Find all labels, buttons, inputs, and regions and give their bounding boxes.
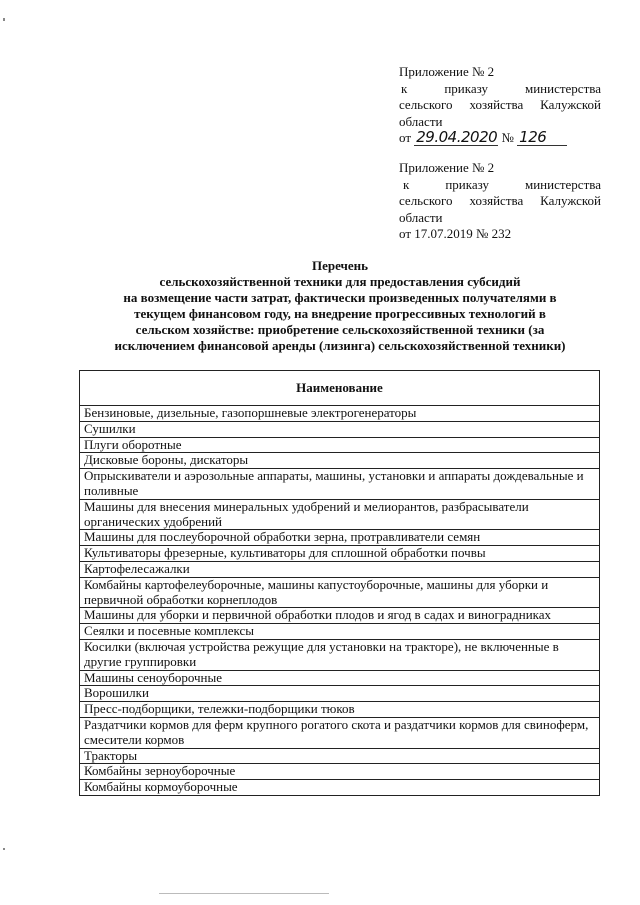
annex-current-title: Приложение № 2	[399, 64, 495, 79]
scan-line-bottom	[159, 893, 329, 894]
number-label: №	[501, 130, 514, 145]
annex-current-line1: к приказу министерства	[401, 80, 601, 96]
heading-line-1: Перечень	[311, 258, 369, 273]
table-row	[80, 469, 600, 500]
annex-current-line3: области	[399, 113, 443, 129]
heading-line-5: сельском хозяйстве: приобретение сельскохозяйственной техники (за	[135, 322, 545, 337]
annex-previous	[399, 160, 601, 243]
table-row	[80, 702, 600, 718]
table-row	[80, 499, 600, 530]
document-heading	[80, 258, 600, 354]
table-cell: Тракторы	[80, 748, 600, 764]
table-cell: Пресс-подборщики, тележки-подборщики тюков	[80, 702, 600, 718]
handwritten-number: 126	[517, 130, 567, 146]
table-cell: Косилки (включая устройства режущие для установки на тракторе), не включенные в другие группировки	[80, 639, 600, 670]
annex-previous-line3: области	[399, 209, 443, 225]
table-row	[80, 437, 600, 453]
annex-previous-line1: к приказу министерства	[403, 176, 601, 192]
table-row	[80, 670, 600, 686]
heading-line-6: исключением финансовой аренды (лизинга) сельскохозяйственной техники)	[114, 338, 566, 353]
table-cell: Опрыскиватели и аэрозольные аппараты, машины, установки и аппараты дождевальные и поливные	[80, 469, 600, 500]
table-row	[80, 686, 600, 702]
table-row	[80, 780, 600, 796]
table-cell: Сеялки и посевные комплексы	[80, 624, 600, 640]
table-cell: Культиваторы фрезерные, культиваторы для сплошной обработки почвы	[80, 546, 600, 562]
annex-current-line2: сельского хозяйства Калужской	[399, 97, 601, 112]
table-cell: Машины сеноуборочные	[80, 670, 600, 686]
table-cell: Сушилки	[80, 421, 600, 437]
equipment-table	[79, 370, 600, 796]
table-cell: Комбайны зерноуборочные	[80, 764, 600, 780]
heading-line-2: сельскохозяйственной техники для предоставления субсидий	[159, 274, 521, 289]
table-row	[80, 764, 600, 780]
table-header-name: Наименование	[80, 371, 600, 406]
handwritten-date: 29.04.2020	[416, 128, 498, 146]
table-row	[80, 717, 600, 748]
table-row	[80, 624, 600, 640]
heading-line-4: текущем финансовом году, на внедрение прогрессивных технологий в	[134, 306, 546, 321]
scan-speck-bottom	[3, 848, 5, 850]
table-cell: Ворошилки	[80, 686, 600, 702]
table-header-row	[80, 371, 600, 406]
table-row	[80, 608, 600, 624]
table-cell: Машины для внесения минеральных удобрений и мелиорантов, разбрасыватели органических удобрений	[80, 499, 600, 530]
table-cell: Раздатчики кормов для ферм крупного рогатого скота и раздатчики кормов для свиноферм, смесители кормов	[80, 717, 600, 748]
heading-line-3: на возмещение части затрат, фактически произведенных получателями в	[123, 290, 557, 305]
annex-current-signature-line	[399, 130, 601, 147]
from-label: от	[399, 130, 412, 145]
table-cell: Дисковые бороны, дискаторы	[80, 453, 600, 469]
annex-previous-line2: сельского хозяйства Калужской	[399, 193, 601, 208]
table-row	[80, 748, 600, 764]
table-cell: Комбайны картофелеуборочные, машины капустоуборочные, машины для уборки и первичной обработки корнеплодов	[80, 577, 600, 608]
table-row	[80, 453, 600, 469]
table-row	[80, 577, 600, 608]
table-row	[80, 530, 600, 546]
table-cell: Комбайны кормоуборочные	[80, 780, 600, 796]
annex-current	[399, 64, 601, 147]
table-row	[80, 546, 600, 562]
annex-previous-date-line: от 17.07.2019 № 232	[399, 226, 512, 241]
annex-previous-title: Приложение № 2	[399, 160, 495, 175]
scan-speck-top	[3, 18, 5, 21]
table-cell: Картофелесажалки	[80, 561, 600, 577]
table-cell: Машины для уборки и первичной обработки плодов и ягод в садах и виноградниках	[80, 608, 600, 624]
table-row	[80, 421, 600, 437]
table-row	[80, 639, 600, 670]
table-cell: Бензиновые, дизельные, газопоршневые электрогенераторы	[80, 406, 600, 422]
table-cell: Машины для послеуборочной обработки зерна, протравливатели семян	[80, 530, 600, 546]
table-cell: Плуги оборотные	[80, 437, 600, 453]
table-row	[80, 406, 600, 422]
table-row	[80, 561, 600, 577]
